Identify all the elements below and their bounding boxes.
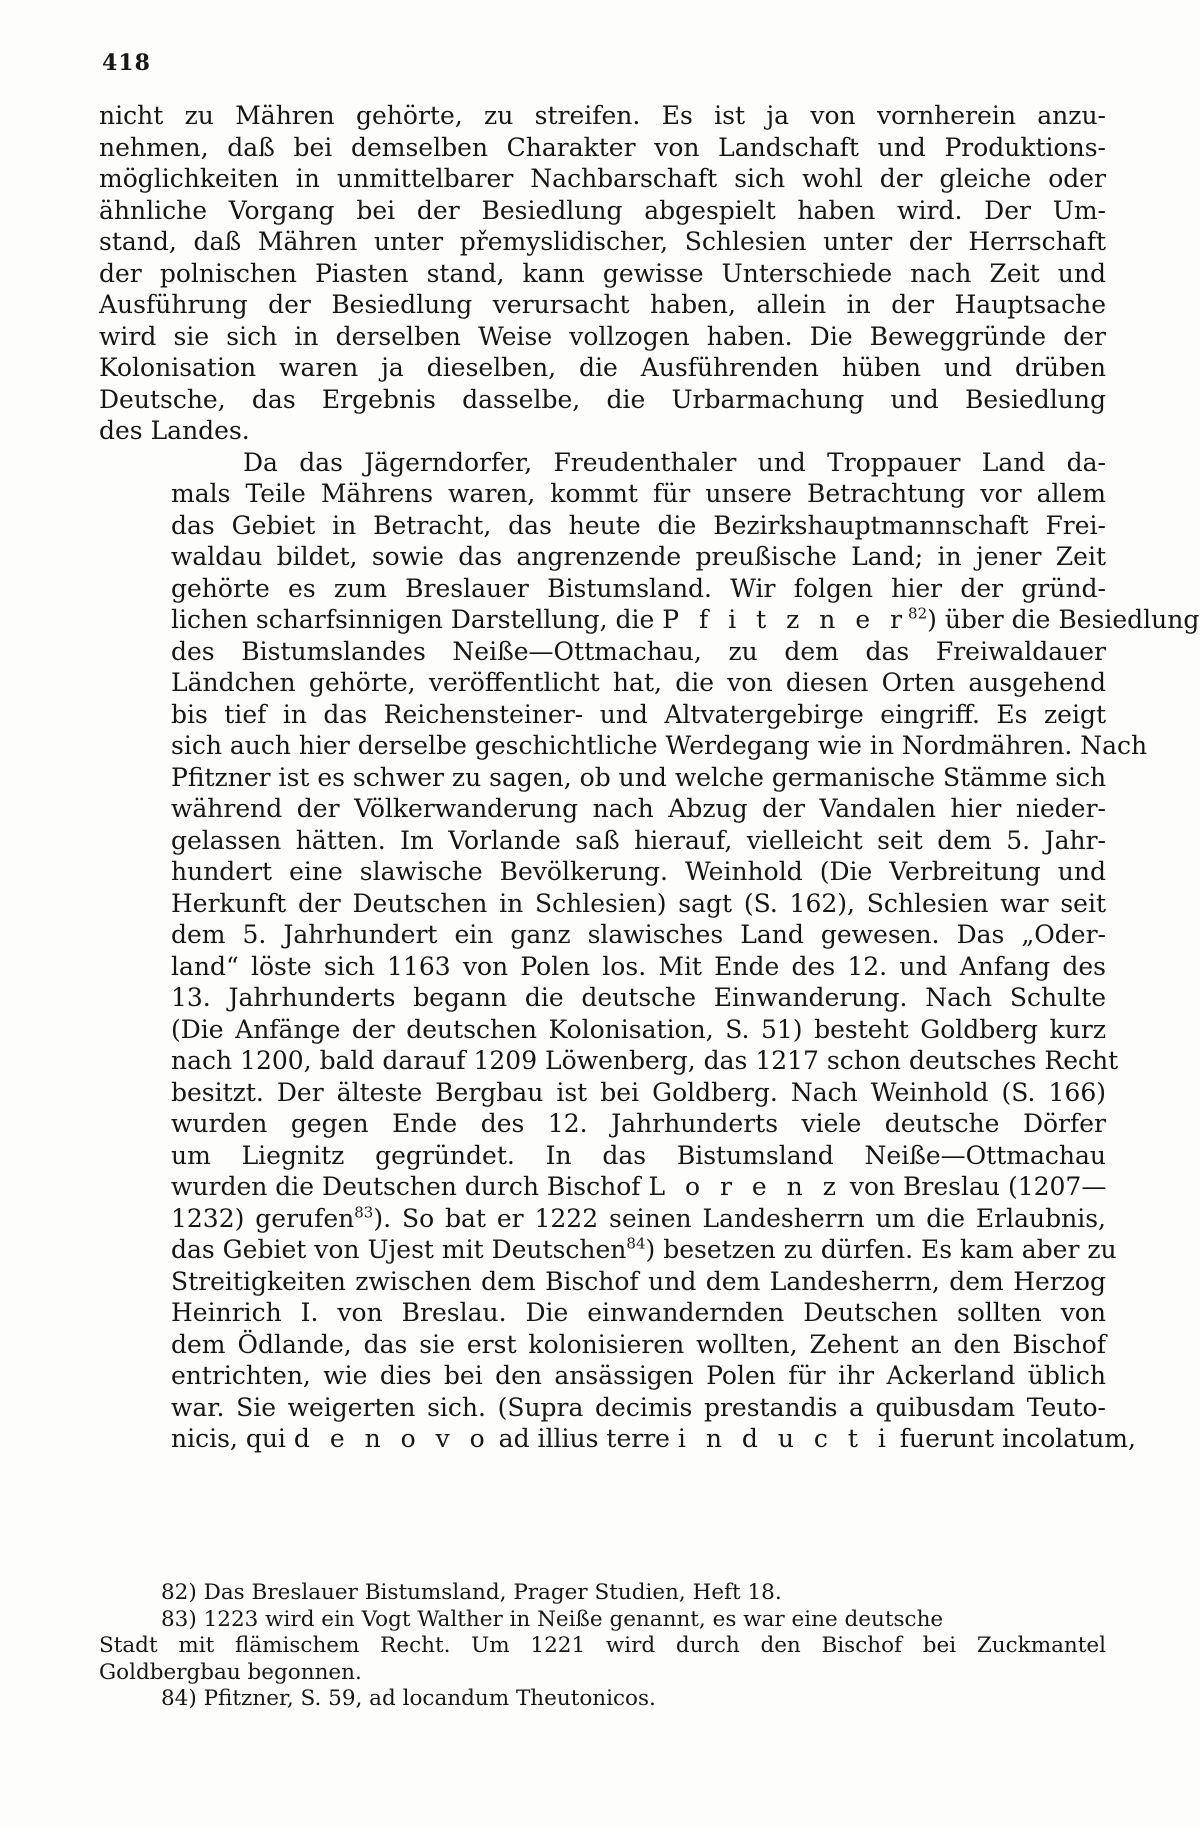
footnote-ref: 82 (908, 604, 928, 623)
text-segment: ) besetzen zu dürfen. Es kam aber zu (645, 1235, 1117, 1264)
text-line: während der Völkerwanderung nach Abzug der Vandalen hier nieder- (171, 794, 1106, 823)
text-segment: lichen scharfsinnigen Darstellung, die (171, 605, 655, 634)
text-line: hundert eine slawische Bevölkerung. Weinhold (Die Verbreitung und (171, 857, 1106, 886)
text-line (99, 1423, 1136, 1455)
text-line: des Bistumslandes Neiße—Ottmachau, zu dem das Freiwaldauer (171, 636, 1106, 666)
text-line (99, 1171, 1106, 1203)
latin-spaced: d e n o v o (293, 1424, 491, 1453)
text-line: Herkunft der Deutschen in Schlesien) sagt (S. 162), Schlesien war seit (171, 888, 1106, 918)
text-line: nicht zu Mähren gehörte, zu streifen. Es ist ja von vornherein anzu- (99, 101, 1106, 130)
text-segment: 1232) gerufen (171, 1203, 355, 1233)
text-line: Ausführung der Besiedlung verursacht haben, allein in der Hauptsache (99, 290, 1106, 319)
text-line: Deutsche, das Ergebnis dasselbe, die Urbarmachung und Besiedlung (99, 384, 1106, 414)
body-text (99, 100, 1200, 1455)
page-number: 418 (102, 50, 151, 76)
text-segment: ad illius (490, 1424, 607, 1453)
text-line: gehörte es zum Breslauer Bistumsland. Wir folgen hier der gründ- (171, 573, 1106, 603)
text-line: 13. Jahrhunderts begann die deutsche Einwanderung. Nach Schulte (171, 983, 1106, 1012)
text-line (99, 604, 1200, 636)
author-name-spaced: P f i t z n e r (662, 605, 909, 634)
text-segment: fuerunt incolatum, (899, 1424, 1136, 1453)
text-segment: von Breslau (1207— (841, 1172, 1107, 1201)
text-line (99, 1203, 1106, 1235)
text-line: mals Teile Mährens waren, kommt für unsere Betrachtung vor allem (171, 479, 1106, 508)
footnotes (99, 1580, 1106, 1713)
text-line (99, 1234, 1117, 1266)
text-line: dem 5. Jahrhundert ein ganz slawisches Land gewesen. Das „Oder- (171, 920, 1106, 949)
footnote-83-cont: Goldbergbau begonnen. (99, 1659, 362, 1685)
text-line: nehmen, daß bei demselben Charakter von Landschaft und Produktions- (99, 132, 1106, 162)
text-segment: ). So bat er 1222 seinen Landesherrn um die Erlaubnis, (373, 1203, 1106, 1233)
latin-spaced: i n d u c t i (677, 1424, 892, 1453)
text-line: war. Sie weigerten sich. (Supra decimis prestandis a quibusdam Teuto- (171, 1392, 1106, 1422)
text-line: Da das Jägerndorfer, Freudenthaler und Troppauer Land da- (243, 447, 1106, 477)
text-line: besitzt. Der älteste Bergbau ist bei Goldberg. Nach Weinhold (S. 166) (171, 1077, 1106, 1107)
text-line: stand, daß Mähren unter přemyslidischer, Schlesien unter der Herrschaft (99, 227, 1106, 256)
text-line: sich auch hier derselbe geschichtliche Werdegang wie in Nordmähren. Nach (171, 731, 1148, 760)
text-line: um Liegnitz gegründet. In das Bistumsland Neiße—Ottmachau (171, 1140, 1106, 1170)
footnote-marker: 82) (161, 1580, 197, 1605)
text-line: wird sie sich in derselben Weise vollzogen haben. Die Beweggründe der (99, 321, 1106, 351)
text-line: Ländchen gehörte, veröffentlicht hat, die von diesen Orten ausgehend (171, 668, 1106, 697)
footnote-text: Das Breslauer Bistumsland, Prager Studien, Heft 18. (203, 1580, 782, 1605)
footnote-84 (99, 1686, 1106, 1713)
text-line: Heinrich I. von Breslau. Die einwandernden Deutschen sollten von (171, 1298, 1106, 1327)
text-line: land“ löste sich 1163 von Polen los. Mit Ende des 12. und Anfang des (171, 951, 1106, 981)
text-line: dem Ödlande, das sie erst kolonisieren wollten, Zehent an den Bischof (171, 1329, 1106, 1359)
bishop-name-spaced: L o r e n z (648, 1172, 842, 1201)
footnote-text: Pfitzner, S. 59, ad locandum Theutonicos. (203, 1686, 656, 1711)
text-line: das Gebiet in Betracht, das heute die Bezirkshauptmannschaft Frei- (171, 510, 1106, 540)
text-line: bis tief in das Reichensteiner- und Altvatergebirge eingriff. Es zeigt (171, 699, 1106, 729)
text-line: Pfitzner ist es schwer zu sagen, ob und welche germanische Stämme sich (171, 762, 1107, 792)
text-line: des Landes. (99, 416, 250, 445)
text-line: Streitigkeiten zwischen dem Bischof und dem Landesherrn, dem Herzog (171, 1266, 1106, 1296)
text-line: entrichten, wie dies bei den ansässigen Polen für ihr Ackerland üblich (171, 1361, 1106, 1390)
footnote-text: 1223 wird ein Vogt Walther in Neiße genannt, es war eine deutsche (203, 1606, 944, 1632)
footnote-82 (99, 1580, 1106, 1607)
text-line: gelassen hätten. Im Vorlande saß hierauf, vielleicht seit dem 5. Jahr- (171, 825, 1106, 855)
text-segment: ) über die Besiedlung (927, 605, 1200, 634)
footnote-83-cont: Stadt mit flämischem Recht. Um 1221 wird durch den Bischof bei Zuckmantel (99, 1633, 1106, 1658)
paragraph-2 (99, 447, 1200, 1455)
text-line: nach 1200, bald darauf 1209 Löwenberg, das 1217 schon deutsches Recht (171, 1046, 1119, 1075)
paragraph-1 (99, 100, 1106, 447)
footnote-ref: 84 (626, 1234, 646, 1253)
text-line: waldau bildet, sowie das angrenzende preußische Land; in jener Zeit (171, 542, 1106, 571)
text-line: möglichkeiten in unmittelbarer Nachbarschaft sich wohl der gleiche oder (99, 164, 1106, 193)
text-segment: das Gebiet von Ujest mit Deutschen (171, 1235, 627, 1264)
footnote-marker: 83) (161, 1606, 197, 1632)
text-line: (Die Anfänge der deutschen Kolonisation, S. 51) besteht Goldberg kurz (171, 1014, 1106, 1044)
footnote-83 (99, 1607, 1106, 1634)
text-line: wurden gegen Ende des 12. Jahrhunderts viele deutsche Dörfer (171, 1109, 1106, 1138)
text-segment: terre (606, 1424, 670, 1453)
footnote-ref: 83 (354, 1203, 374, 1222)
text-segment: nicis, qui (171, 1424, 286, 1453)
text-line: der polnischen Piasten stand, kann gewisse Unterschiede nach Zeit und (99, 258, 1106, 288)
footnote-marker: 84) (161, 1686, 197, 1711)
text-line: Kolonisation waren ja dieselben, die Ausführenden hüben und drüben (99, 353, 1106, 382)
text-line: ähnliche Vorgang bei der Besiedlung abgespielt haben wird. Der Um- (99, 195, 1106, 225)
text-segment: wurden die Deutschen durch Bischof (171, 1172, 641, 1201)
